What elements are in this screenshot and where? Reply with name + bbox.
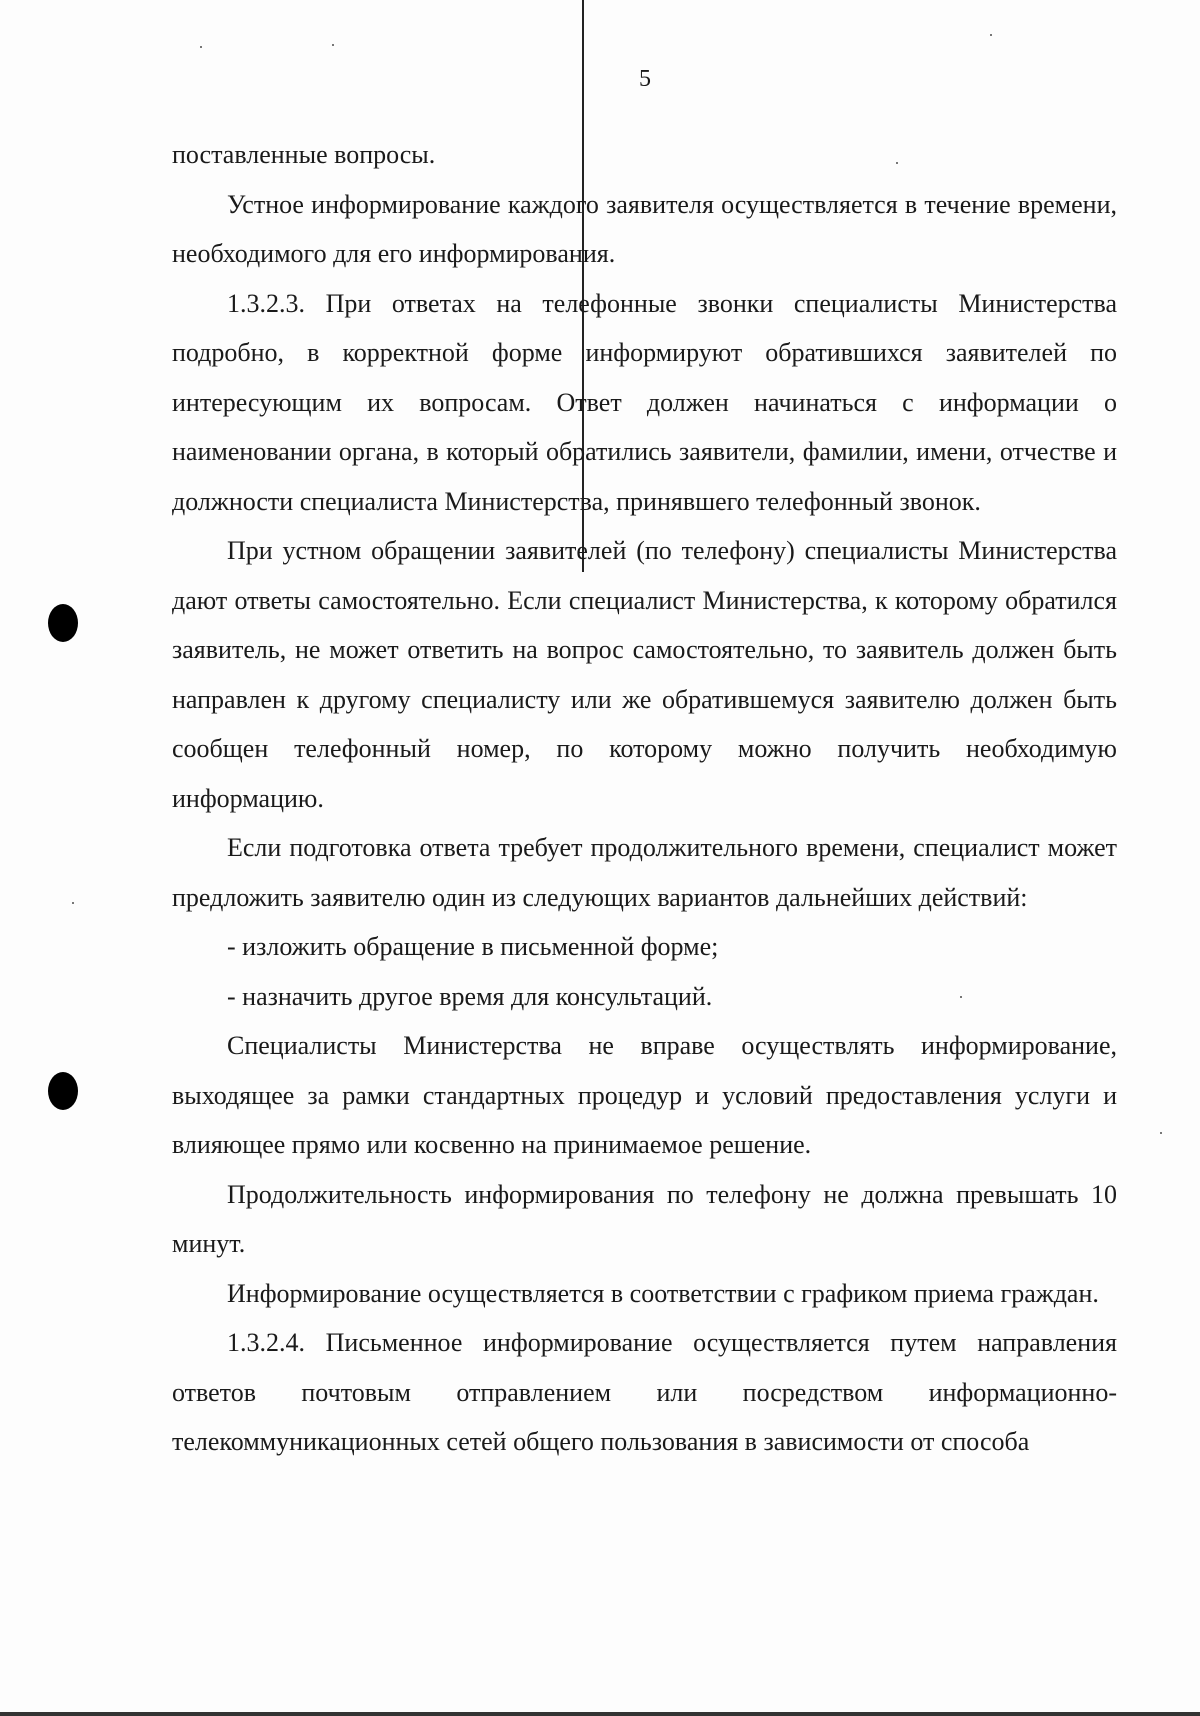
paragraph: Устное информирование каждого заявителя осуществляется в течение времени, необходимого для его информирования. — [172, 189, 1117, 268]
list-item: - назначить другое время для консультаций. — [227, 981, 713, 1011]
scan-speck — [200, 46, 202, 48]
paragraph: Если подготовка ответа требует продолжительного времени, специалист может предложить заявителю один из следующих вариантов дальнейших действий: — [172, 833, 1117, 912]
list-item: - изложить обращение в письменной форме; — [227, 932, 719, 961]
paragraph: поставленные вопросы. — [172, 140, 436, 169]
scan-speck — [332, 44, 334, 46]
scan-speck — [990, 34, 992, 36]
scan-speck — [72, 902, 74, 904]
paragraph: Информирование осуществляется в соответствии с графиком приема граждан. — [227, 1278, 1099, 1308]
paragraph: 1.3.2.3. При ответах на телефонные звонки специалисты Министерства подробно, в корректной форме информируют обратившихся заявителей по интересующим их вопросам. Ответ должен начинаться с информации о наименовании органа, в который обратились заявители, фамилии, имени, отчестве и должности специалиста Министерства, принявшего телефонный звонок. — [172, 288, 1117, 516]
scan-bottom-edge — [0, 1712, 1200, 1716]
paragraph: Специалисты Министерства не вправе осуществлять информирование, выходящее за рамки стандартных процедур и условий предоставления услуги и влияющее прямо или косвенно на принимаемое решение. — [172, 1031, 1117, 1159]
punch-hole — [48, 1072, 78, 1110]
punch-hole — [48, 604, 78, 642]
scan-speck — [1160, 1132, 1162, 1134]
page-number: 5 — [639, 66, 651, 92]
document-body — [172, 130, 1117, 1467]
paragraph: 1.3.2.4. Письменное информирование осуществляется путем направления ответов почтовым отправлением или посредством информационно-телекоммуникационных сетей общего пользования в зависимости от способа — [172, 1328, 1117, 1456]
paragraph: Продолжительность информирования по телефону не должна превышать 10 минут. — [172, 1179, 1117, 1258]
paragraph: При устном обращении заявителей (по телефону) специалисты Министерства дают ответы самостоятельно. Если специалист Министерства, к которому обратился заявитель, не может ответить на вопрос самостоятельно, то заявитель должен быть направлен к другому специалисту или же обратившемуся заявителю должен быть сообщен телефонный номер, по которому можно получить необходимую информацию. — [172, 536, 1117, 813]
